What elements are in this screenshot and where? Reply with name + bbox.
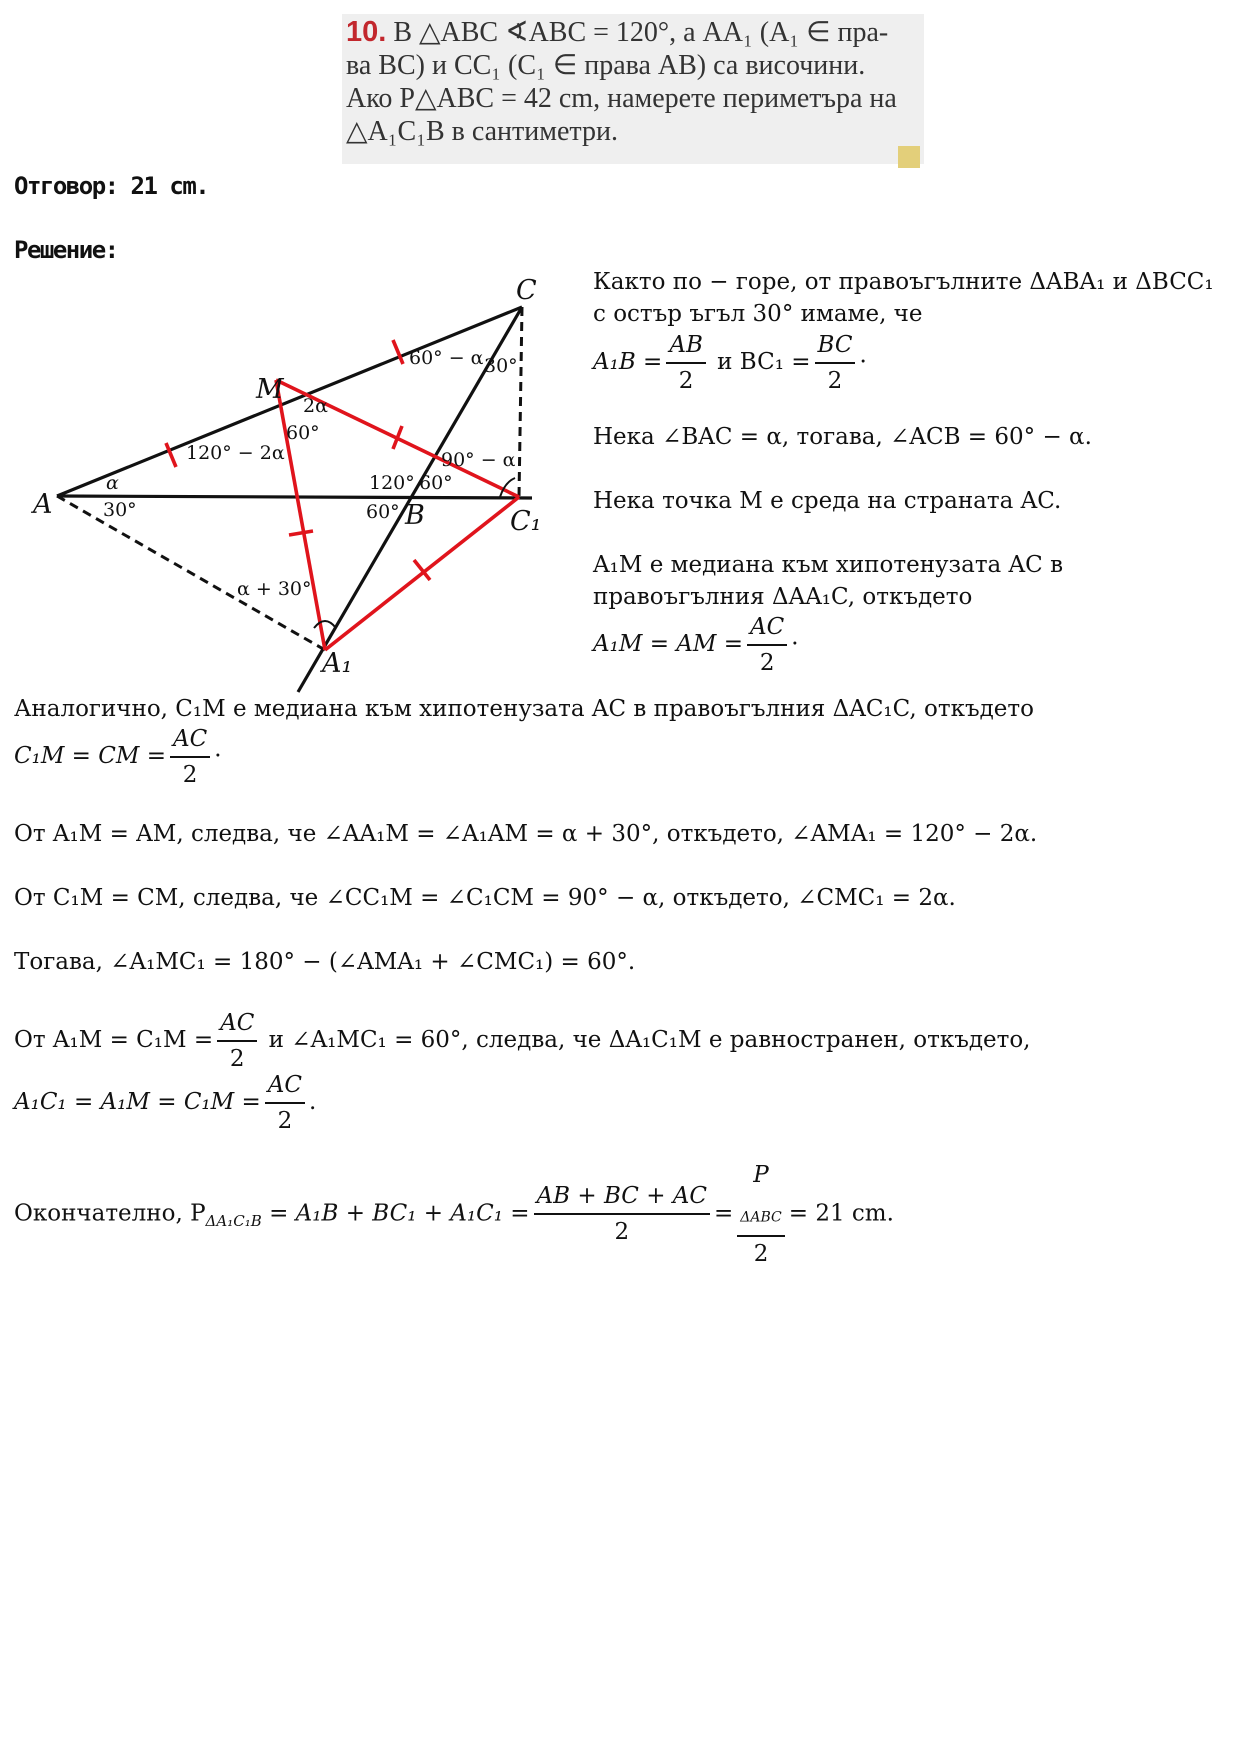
frac-den: 2 bbox=[217, 1040, 257, 1076]
p-sub: ΔABC bbox=[740, 1209, 782, 1226]
frac-den: 2 bbox=[747, 644, 787, 680]
frac-num bbox=[737, 1158, 784, 1235]
p11-eq: = bbox=[713, 1200, 734, 1227]
label-c: C bbox=[516, 275, 537, 306]
frac-ac-2 bbox=[217, 1006, 257, 1076]
angle-c-60a: 60° − α bbox=[409, 347, 484, 369]
right-p2: Нека ∠BAC = α, тогава, ∠ACB = 60° − α. bbox=[593, 424, 1092, 450]
problem-line-2: ва BC) и CC₁ (C₁ ∈ права AB) са височини. bbox=[346, 50, 866, 81]
segment-m-a1 bbox=[276, 380, 325, 650]
right-p4-line1: A₁M е медиана към хипотенузата AC в bbox=[593, 552, 1064, 578]
tick-m-a1 bbox=[289, 531, 313, 535]
p10-end: . bbox=[309, 1089, 317, 1115]
frac-num: BC bbox=[817, 332, 853, 358]
angle-m-60: 60° bbox=[286, 422, 320, 444]
frac-sum-2 bbox=[534, 1179, 710, 1249]
frac-den: 2 bbox=[170, 756, 210, 792]
frac-num: AB + BC + AC bbox=[536, 1183, 707, 1210]
p11-end: = 21 cm. bbox=[788, 1200, 894, 1227]
right-p4-line2: правоъгълния ΔAA₁C, откъдето bbox=[593, 584, 973, 610]
label-b: B bbox=[405, 500, 425, 531]
angle-b-60l: 60° bbox=[366, 501, 400, 523]
frac-num: AC bbox=[267, 1072, 302, 1098]
p9-a: От A₁M = C₁M = bbox=[14, 1027, 214, 1053]
altitude-cc1 bbox=[519, 307, 522, 497]
label-a: A bbox=[33, 489, 53, 520]
right-eq2 bbox=[593, 610, 799, 680]
frac-perimeter-2 bbox=[737, 1158, 784, 1271]
frac-bc-2 bbox=[815, 328, 856, 398]
frac-den: 2 bbox=[737, 1235, 784, 1271]
problem-line-3: Ако P△ABC = 42 cm, намерете периметъра на bbox=[346, 83, 897, 114]
body-eq3 bbox=[14, 722, 222, 792]
right-eq1 bbox=[593, 328, 867, 398]
body-p7: От C₁M = CM, следва, че ∠CC₁M = ∠C₁CM = 90° − α, откъдето, ∠CMC₁ = 2α. bbox=[14, 885, 956, 911]
eq1-lhs: A₁B = bbox=[593, 349, 663, 375]
p11-b: = A₁B + BC₁ + A₁C₁ = bbox=[269, 1200, 530, 1227]
eq1-end: · bbox=[859, 349, 867, 375]
angle-alpha: α bbox=[106, 472, 119, 494]
label-m: M bbox=[256, 374, 284, 405]
frac-den: 2 bbox=[534, 1213, 710, 1249]
body-p6: От A₁M = AM, следва, че ∠AA₁M = ∠A₁AM = α + 30°, откъдето, ∠AMA₁ = 120° − 2α. bbox=[14, 821, 1038, 847]
eq2-end: · bbox=[791, 631, 799, 657]
line-a-c1 bbox=[57, 496, 532, 498]
body-p11 bbox=[14, 1158, 894, 1271]
problem-number: 10. bbox=[346, 16, 387, 48]
frac-ac-2 bbox=[265, 1068, 305, 1138]
eq3-end: · bbox=[214, 743, 222, 769]
frac-den: 2 bbox=[265, 1102, 305, 1138]
angle-m-2a: 2α bbox=[303, 395, 328, 417]
p11-a: Окончателно, P bbox=[14, 1200, 206, 1227]
eq3-lhs: C₁M = CM = bbox=[14, 743, 166, 769]
frac-ac-2 bbox=[747, 610, 787, 680]
p10-a: A₁C₁ = A₁M = C₁M = bbox=[14, 1089, 261, 1115]
problem-line-4: △A₁C₁B в сантиметри. bbox=[346, 116, 618, 147]
right-angle-arc-a1 bbox=[314, 621, 336, 628]
right-p3: Нека точка M е среда на страната AC. bbox=[593, 488, 1062, 514]
p9-b: и ∠A₁MC₁ = 60°, следва, че ΔA₁C₁M е равностранен, откъдето, bbox=[268, 1027, 1031, 1053]
right-p1-line2: с остър ъгъл 30° имаме, че bbox=[593, 301, 923, 327]
frac-num: AB bbox=[669, 332, 703, 358]
body-p10 bbox=[14, 1068, 316, 1138]
p-symbol: P bbox=[753, 1162, 769, 1188]
right-p1-line1: Както по − горе, от правоъгълните ΔABA₁ и ΔBCC₁ bbox=[593, 269, 1214, 295]
angle-b-120: 120° bbox=[369, 472, 415, 494]
label-c1: C₁ bbox=[510, 506, 542, 537]
eq1-mid: и BC₁ = bbox=[717, 349, 811, 375]
angle-c-30: 30° bbox=[484, 355, 518, 377]
p11-sub: ΔA₁C₁B bbox=[205, 1211, 262, 1230]
solution-heading: Решение: bbox=[14, 236, 118, 264]
body-p9 bbox=[14, 1006, 1031, 1076]
angle-b-60r: 60° bbox=[419, 472, 453, 494]
angle-m-120: 120° − 2α bbox=[186, 442, 285, 464]
body-p5: Аналогично, C₁M е медиана към хипотенузата AC в правоъгълния ΔAC₁C, откъдето bbox=[14, 696, 1034, 722]
frac-ab-2 bbox=[666, 328, 706, 398]
angle-a1-a30: α + 30° bbox=[237, 578, 312, 600]
problem-text-1: В △ABC ∢ABC = 120°, а AA₁ (A₁ ∈ пра- bbox=[393, 17, 889, 48]
altitude-aa1 bbox=[57, 496, 325, 650]
frac-num: AC bbox=[220, 1010, 255, 1036]
frac-den: 2 bbox=[815, 362, 856, 398]
answer-line: Отговор: 21 cm. bbox=[14, 172, 209, 200]
frac-num: AC bbox=[173, 726, 208, 752]
frac-num: AC bbox=[750, 614, 785, 640]
angle-c1-90a: 90° − α bbox=[441, 449, 516, 471]
label-a1: A₁ bbox=[322, 648, 353, 679]
eq2-lhs: A₁M = AM = bbox=[593, 631, 744, 657]
angle-a-30: 30° bbox=[103, 499, 137, 521]
frac-ac-2 bbox=[170, 722, 210, 792]
frac-den: 2 bbox=[666, 362, 706, 398]
body-p8: Тогава, ∠A₁MC₁ = 180° − (∠AMA₁ + ∠CMC₁) = 60°. bbox=[14, 949, 636, 975]
